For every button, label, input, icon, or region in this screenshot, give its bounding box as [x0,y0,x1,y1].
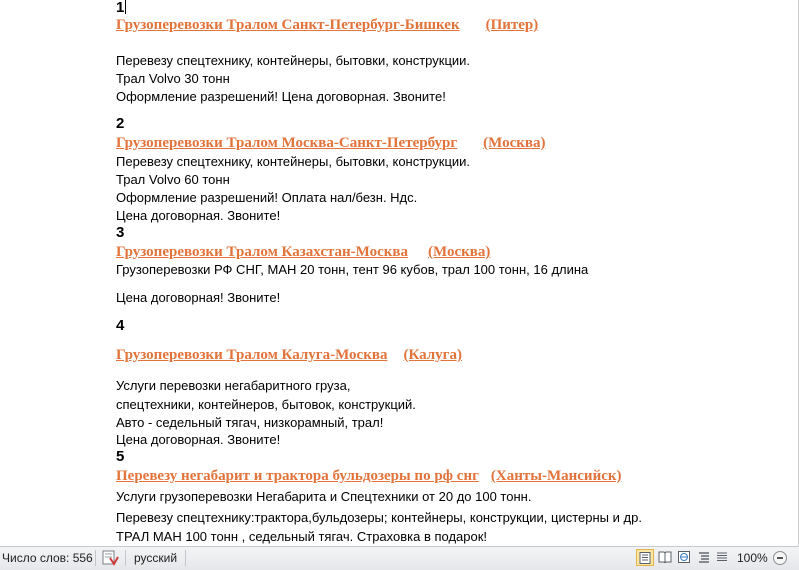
entry-number: 4 [116,317,125,334]
web-layout-icon [678,551,690,563]
text-cursor [125,0,126,14]
entry-number: 2 [116,115,125,132]
entry-line: Цена договорная. Звоните! [116,432,281,447]
entry-heading[interactable]: Грузоперевозки Тралом Санкт-Петербург-Бишкек (Питер) [116,17,539,33]
entry-heading[interactable]: Грузоперевозки Тралом Калуга-Москва (Калуга) [116,347,462,363]
entry-location: (Москва) [483,135,546,151]
entry-line: Услуги грузоперевозки Негабарита и Спецтехники от 20 до 100 тонн. [116,489,532,504]
web-layout-view-button[interactable] [676,549,694,566]
outline-icon [698,551,710,563]
entry-line: Перевезу спецтехнику, контейнеры, бытовки, конструкции. [116,154,471,169]
entry-location: (Калуга) [403,347,462,363]
entry-line: Перевезу спецтехнику, контейнеры, бытовки, конструкции. [116,53,471,68]
zoom-level[interactable]: 100% [737,551,768,565]
entry-line: Оформление разрешений! Цена договорная. Звоните! [116,89,446,104]
language-indicator[interactable]: русский [134,551,178,565]
print-layout-view-button[interactable] [636,549,654,566]
entry-line: Грузоперевозки РФ СНГ, МАН 20 тонн, тент 96 кубов, трал 100 тонн, 16 длина [116,262,589,277]
entry-heading[interactable]: Перевезу негабарит и трактора бульдозеры по рф снг (Ханты-Мансийск) [116,468,622,484]
entry-heading[interactable]: Грузоперевозки Тралом Казахстан-Москва (Москва) [116,244,491,260]
entry-line: спецтехники, контейнеров, бытовок, конструкций. [116,397,416,412]
entry-line: Цена договорная! Звоните! [116,290,281,305]
entry-heading[interactable]: Грузоперевозки Тралом Москва-Санкт-Петербург (Москва) [116,135,546,151]
entry-line: Услуги перевозки негабаритного груза, [116,378,351,393]
entry-line: Перевезу спецтехнику:трактора,бульдозеры; контейнеры, конструкции, цистерны и др. [116,510,642,525]
word-count[interactable]: Число слов: 556 [2,551,93,565]
entry-line: Трал Volvo 30 тонн [116,71,230,86]
entry-number: 1 [116,0,125,16]
full-screen-reading-button[interactable] [656,549,674,566]
zoom-out-button[interactable] [773,551,787,565]
entry-line: ТРАЛ МАН 100 тонн , седельный тягач. Страховка в подарок! [116,529,488,544]
status-bar [0,546,799,570]
entry-location: (Питер) [485,17,539,33]
status-divider [95,550,96,566]
entry-line: Цена договорная. Звоните! [116,208,281,223]
draft-view-button[interactable] [714,549,732,566]
proofing-icon[interactable] [101,549,119,567]
entry-line: Оформление разрешений! Оплата нал/безн. Ндс. [116,190,418,205]
outline-view-button[interactable] [696,549,714,566]
entry-location: (Ханты-Мансийск) [490,468,622,484]
reading-mode-icon [658,551,672,563]
status-divider [125,550,126,566]
entry-location: (Москва) [428,244,491,260]
entry-number: 3 [116,224,125,241]
draft-icon [716,551,728,563]
status-divider [185,550,186,566]
entry-number: 5 [116,448,125,465]
print-layout-icon [639,552,651,564]
entry-line: Авто - седельный тягач, низкорамный, трал! [116,415,384,430]
entry-line: Трал Volvo 60 тонн [116,172,230,187]
